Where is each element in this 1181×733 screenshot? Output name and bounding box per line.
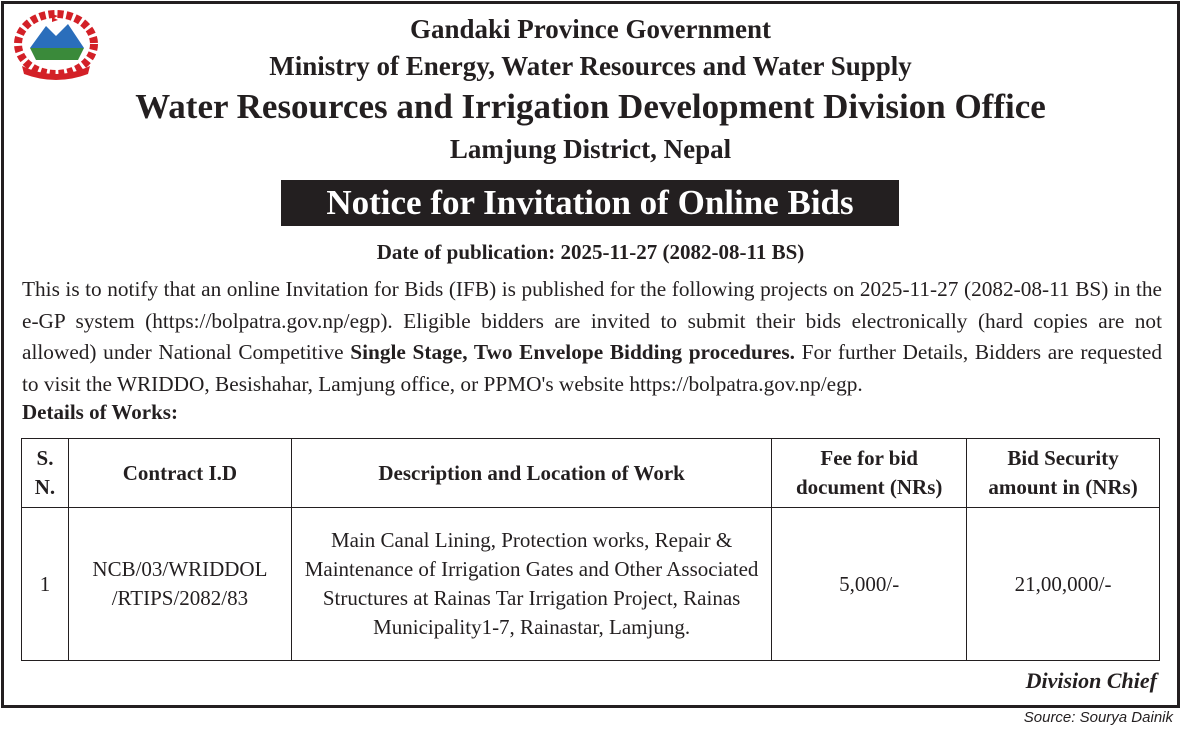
cell-description: Main Canal Lining, Protection works, Repair & Maintenance of Irrigation Gates and Other Associated Structures at Rainas Tar Irrigation Project, Rainas Municipality1-7, Rainastar, Lamjung. [291, 508, 771, 661]
district-name: Lamjung District, Nepal [449, 134, 732, 164]
cell-fee: 5,000/- [772, 508, 967, 661]
province-name: Gandaki Province Government [410, 14, 771, 44]
paragraph-text: For further Details, Bidders are requested to visit the WRIDDO, Besishahar, Lamjung office, or PPMO's website https://bolpatra.gov.np/egp. [22, 340, 1162, 396]
office-name: Water Resources and Irrigation Development Division Office [135, 87, 1046, 126]
notice-title: Notice for Invitation of Online Bids [281, 180, 899, 226]
cell-security: 21,00,000/- [967, 508, 1160, 661]
notice-paragraph [22, 274, 1162, 400]
header-security: Bid Security amount in (NRs) [967, 439, 1160, 508]
works-table [21, 438, 1160, 661]
cell-sn: 1 [22, 508, 69, 661]
header-description: Description and Location of Work [291, 439, 771, 508]
details-label: Details of Works: [22, 400, 178, 424]
header-fee: Fee for bid document (NRs) [772, 439, 967, 508]
paragraph-bold-text: Single Stage, Two Envelope Bidding procedures. [350, 340, 795, 364]
paragraph-text: This is to notify that an online Invitation for Bids (IFB) is published for the following projects on 2025-11-27 (2082-08-11 BS) in the e-GP system (https://bolpatra.gov.np/egp). Eligible bidders are invited to submit their bids electronically (hard copies are not allowed) under National Competitive [22, 277, 1162, 364]
ministry-name: Ministry of Energy, Water Resources and Water Supply [269, 51, 912, 81]
table-row [22, 508, 1160, 661]
header-sn: S. N. [22, 439, 69, 508]
source-credit: Source: Sourya Dainik [1023, 709, 1173, 726]
signatory: Division Chief [1025, 668, 1157, 693]
cell-contract-id: NCB/03/WRIDDOL /RTIPS/2082/83 [68, 508, 291, 661]
publication-date: Date of publication: 2025-11-27 (2082-08-11 BS) [376, 240, 805, 264]
header-contract-id: Contract I.D [68, 439, 291, 508]
table-header-row [22, 439, 1160, 508]
